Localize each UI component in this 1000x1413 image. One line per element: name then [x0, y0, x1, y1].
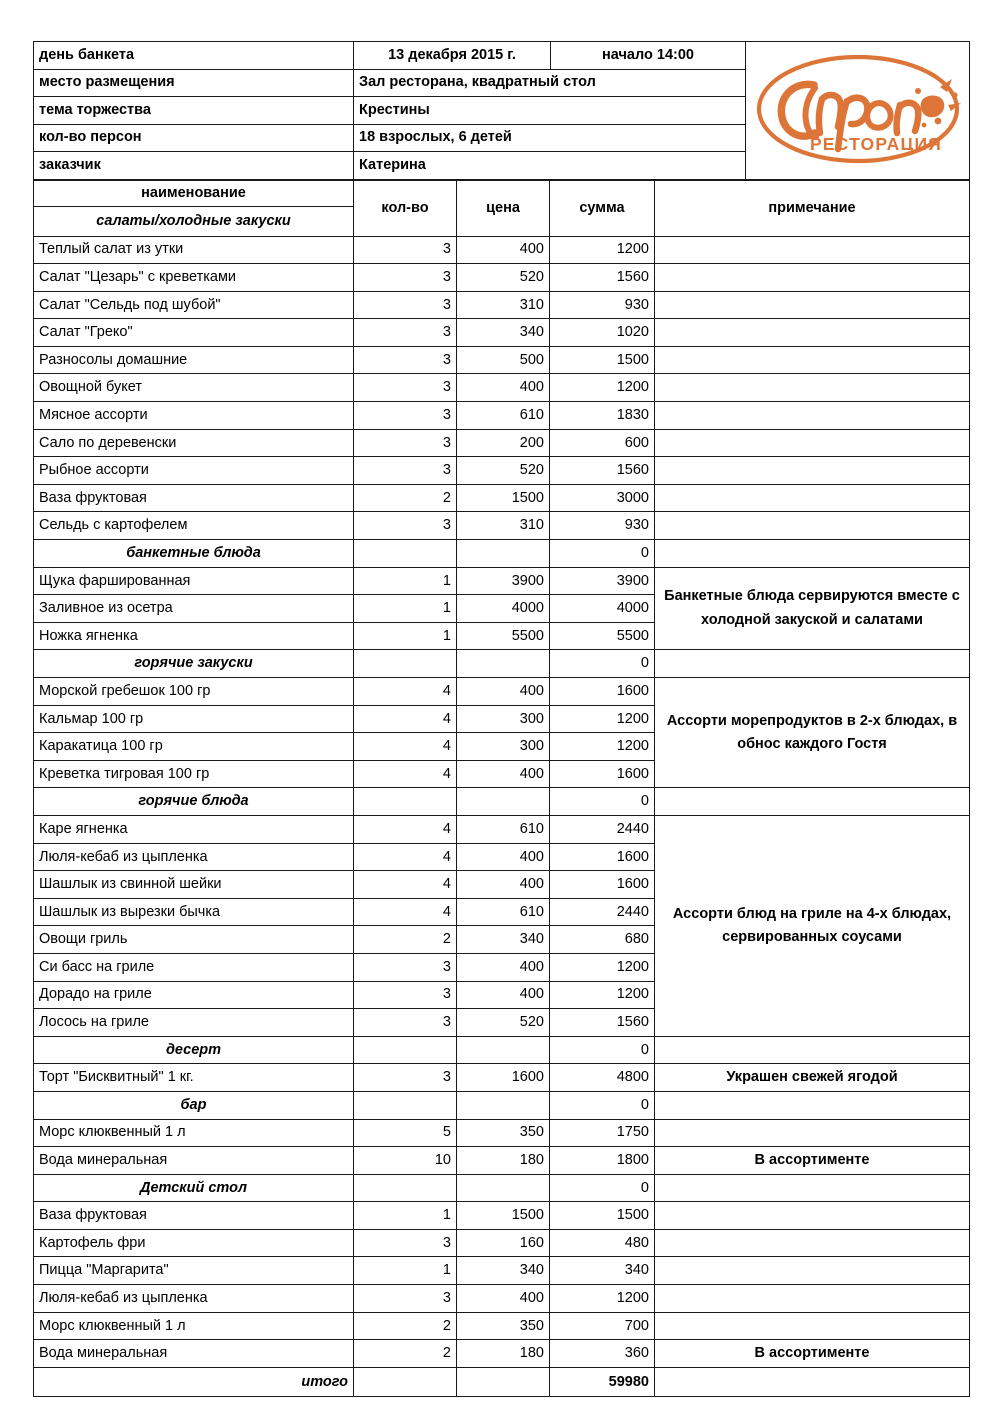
- item-qty: [354, 788, 457, 816]
- item-qty: 3: [354, 402, 457, 430]
- menu-header-row-title: [34, 180, 970, 206]
- banquet-header-table: [33, 41, 970, 180]
- menu-item-row: [34, 346, 970, 374]
- item-sum: 1560: [550, 264, 655, 292]
- item-qty: 4: [354, 760, 457, 788]
- item-sum: 1020: [550, 319, 655, 347]
- column-header-name-subtitle: салаты/холодные закуски: [34, 206, 354, 236]
- item-sum: 4800: [550, 1064, 655, 1092]
- item-price: [457, 1036, 550, 1064]
- item-note-empty: [655, 1119, 970, 1147]
- item-name: Морс клюквенный 1 л: [34, 1119, 354, 1147]
- item-price: 500: [457, 346, 550, 374]
- item-qty: 2: [354, 484, 457, 512]
- item-name: Шашлык из свинной шейки: [34, 871, 354, 899]
- item-qty: 1: [354, 622, 457, 650]
- item-name: Люля-кебаб из цыпленка: [34, 1285, 354, 1313]
- item-name: Рыбное ассорти: [34, 457, 354, 485]
- total-qty: [354, 1367, 457, 1396]
- item-sum: 1200: [550, 236, 655, 264]
- item-price: 1500: [457, 1202, 550, 1230]
- item-price: 160: [457, 1229, 550, 1257]
- item-price: 400: [457, 1285, 550, 1313]
- item-note-empty: [655, 319, 970, 347]
- item-qty: 3: [354, 457, 457, 485]
- item-price: [457, 1174, 550, 1202]
- total-label: итого: [34, 1367, 354, 1396]
- item-qty: 4: [354, 733, 457, 761]
- item-sum: 1600: [550, 760, 655, 788]
- restaurant-logo-cell: [746, 42, 970, 180]
- item-sum: 0: [550, 1174, 655, 1202]
- item-qty: 3: [354, 981, 457, 1009]
- header-label-customer: заказчик: [34, 152, 354, 180]
- item-price: 400: [457, 871, 550, 899]
- column-header-qty: кол-во: [354, 180, 457, 236]
- menu-section-row: [34, 1036, 970, 1064]
- item-price: 520: [457, 264, 550, 292]
- item-price: 300: [457, 733, 550, 761]
- item-name: Каре ягненка: [34, 815, 354, 843]
- item-name: Кальмар 100 гр: [34, 705, 354, 733]
- item-note: В ассортименте: [655, 1340, 970, 1368]
- item-note-empty: [655, 291, 970, 319]
- header-row-day: [34, 42, 970, 70]
- item-price: 310: [457, 512, 550, 540]
- item-sum: 0: [550, 1036, 655, 1064]
- menu-item-row: [34, 567, 970, 595]
- item-price: 340: [457, 1257, 550, 1285]
- item-note-empty: [655, 484, 970, 512]
- menu-item-row: [34, 512, 970, 540]
- item-qty: 1: [354, 1202, 457, 1230]
- section-title: горячие блюда: [34, 788, 354, 816]
- header-value-date: 13 декабря 2015 г.: [354, 42, 551, 70]
- item-qty: 4: [354, 678, 457, 706]
- item-note-empty: [655, 1202, 970, 1230]
- item-qty: 4: [354, 871, 457, 899]
- menu-item-row: [34, 264, 970, 292]
- item-price: 200: [457, 429, 550, 457]
- item-price: 300: [457, 705, 550, 733]
- item-sum: 1800: [550, 1147, 655, 1175]
- item-name: Щука фаршированная: [34, 567, 354, 595]
- item-name: Креветка тигровая 100 гр: [34, 760, 354, 788]
- menu-section-row: [34, 540, 970, 568]
- item-sum: 1560: [550, 1009, 655, 1037]
- item-sum: 1500: [550, 346, 655, 374]
- item-name: Ваза фруктовая: [34, 1202, 354, 1230]
- item-sum: 1200: [550, 374, 655, 402]
- item-qty: 5: [354, 1119, 457, 1147]
- item-sum: 1200: [550, 981, 655, 1009]
- item-qty: 1: [354, 1257, 457, 1285]
- item-note: Ассорти морепродуктов в 2-х блюдах, в обнос каждого Гостя: [655, 678, 970, 788]
- item-note-empty: [655, 429, 970, 457]
- item-note-empty: [655, 457, 970, 485]
- column-header-price: цена: [457, 180, 550, 236]
- header-label-theme: тема торжества: [34, 97, 354, 125]
- item-name: Сельдь с картофелем: [34, 512, 354, 540]
- item-price: 400: [457, 760, 550, 788]
- menu-section-row: [34, 1174, 970, 1202]
- item-note-empty: [655, 1257, 970, 1285]
- item-price: [457, 540, 550, 568]
- header-label-guests: кол-во персон: [34, 124, 354, 152]
- item-sum: 4000: [550, 595, 655, 623]
- section-title: десерт: [34, 1036, 354, 1064]
- item-qty: 4: [354, 843, 457, 871]
- section-title: банкетные блюда: [34, 540, 354, 568]
- section-title: Детский стол: [34, 1174, 354, 1202]
- item-name: Картофель фри: [34, 1229, 354, 1257]
- menu-item-row: [34, 1257, 970, 1285]
- menu-item-row: [34, 457, 970, 485]
- item-price: [457, 1091, 550, 1119]
- menu-section-row: [34, 788, 970, 816]
- item-note-empty: [655, 540, 970, 568]
- item-price: 180: [457, 1340, 550, 1368]
- total-row: [34, 1367, 970, 1396]
- item-note-empty: [655, 236, 970, 264]
- item-name: Сало по деревенски: [34, 429, 354, 457]
- item-qty: 2: [354, 926, 457, 954]
- item-qty: [354, 1174, 457, 1202]
- item-qty: 4: [354, 898, 457, 926]
- menu-item-row: [34, 236, 970, 264]
- item-name: Дорадо на гриле: [34, 981, 354, 1009]
- item-sum: 700: [550, 1312, 655, 1340]
- item-price: 610: [457, 815, 550, 843]
- item-qty: 3: [354, 1009, 457, 1037]
- item-note: Банкетные блюда сервируются вместе с холодной закуской и салатами: [655, 567, 970, 650]
- item-price: 3900: [457, 567, 550, 595]
- item-sum: 2440: [550, 815, 655, 843]
- item-qty: 2: [354, 1340, 457, 1368]
- item-note-empty: [655, 402, 970, 430]
- item-qty: 3: [354, 374, 457, 402]
- item-sum: 0: [550, 540, 655, 568]
- menu-item-row: [34, 815, 970, 843]
- item-price: 400: [457, 374, 550, 402]
- item-note-empty: [655, 346, 970, 374]
- item-sum: 340: [550, 1257, 655, 1285]
- menu-item-row: [34, 429, 970, 457]
- item-qty: [354, 1091, 457, 1119]
- header-value-theme: Крестины: [354, 97, 746, 125]
- item-note-empty: [655, 788, 970, 816]
- menu-item-row: [34, 402, 970, 430]
- item-name: Теплый салат из утки: [34, 236, 354, 264]
- item-note-empty: [655, 264, 970, 292]
- item-sum: 1600: [550, 678, 655, 706]
- header-value-customer: Катерина: [354, 152, 746, 180]
- menu-item-row: [34, 1285, 970, 1313]
- item-name: Пицца "Маргарита": [34, 1257, 354, 1285]
- menu-item-row: [34, 1119, 970, 1147]
- item-name: Шашлык из вырезки бычка: [34, 898, 354, 926]
- item-note: Украшен свежей ягодой: [655, 1064, 970, 1092]
- menu-item-row: [34, 1340, 970, 1368]
- item-price: [457, 788, 550, 816]
- item-sum: 1560: [550, 457, 655, 485]
- menu-item-row: [34, 678, 970, 706]
- item-sum: 5500: [550, 622, 655, 650]
- item-name: Салат "Цезарь" с креветками: [34, 264, 354, 292]
- item-price: 400: [457, 678, 550, 706]
- item-name: Разносолы домашние: [34, 346, 354, 374]
- item-price: 610: [457, 898, 550, 926]
- item-qty: 3: [354, 953, 457, 981]
- item-sum: 3900: [550, 567, 655, 595]
- section-title: горячие закуски: [34, 650, 354, 678]
- menu-item-row: [34, 291, 970, 319]
- restaurant-logo: [752, 47, 964, 173]
- item-name: Люля-кебаб из цыпленка: [34, 843, 354, 871]
- menu-item-row: [34, 1229, 970, 1257]
- header-label-place: место размещения: [34, 69, 354, 97]
- item-price: 400: [457, 843, 550, 871]
- item-sum: 360: [550, 1340, 655, 1368]
- item-qty: 3: [354, 512, 457, 540]
- item-price: [457, 650, 550, 678]
- item-qty: 4: [354, 815, 457, 843]
- menu-item-row: [34, 374, 970, 402]
- total-note: [655, 1367, 970, 1396]
- item-sum: 1500: [550, 1202, 655, 1230]
- item-sum: 2440: [550, 898, 655, 926]
- item-note: Ассорти блюд на гриле на 4-х блюдах, сервированных соусами: [655, 815, 970, 1036]
- item-qty: 3: [354, 236, 457, 264]
- item-sum: 1600: [550, 843, 655, 871]
- item-sum: 480: [550, 1229, 655, 1257]
- item-name: Салат "Сельдь под шубой": [34, 291, 354, 319]
- menu-section-row: [34, 1091, 970, 1119]
- item-sum: 1200: [550, 733, 655, 761]
- item-sum: 680: [550, 926, 655, 954]
- item-qty: 3: [354, 429, 457, 457]
- total-price: [457, 1367, 550, 1396]
- item-sum: 0: [550, 788, 655, 816]
- column-header-name-title: наименование: [34, 180, 354, 206]
- item-name: Вода минеральная: [34, 1147, 354, 1175]
- item-price: 1500: [457, 484, 550, 512]
- item-sum: 930: [550, 291, 655, 319]
- item-name: Торт "Бисквитный" 1 кг.: [34, 1064, 354, 1092]
- item-name: Морской гребешок 100 гр: [34, 678, 354, 706]
- header-label-day: день банкета: [34, 42, 354, 70]
- item-qty: 3: [354, 319, 457, 347]
- item-price: 520: [457, 457, 550, 485]
- item-name: Вода минеральная: [34, 1340, 354, 1368]
- item-qty: 3: [354, 1229, 457, 1257]
- item-qty: 1: [354, 567, 457, 595]
- item-price: 400: [457, 953, 550, 981]
- total-sum: 59980: [550, 1367, 655, 1396]
- item-price: 520: [457, 1009, 550, 1037]
- item-name: Овощной букет: [34, 374, 354, 402]
- item-qty: 3: [354, 264, 457, 292]
- item-note-empty: [655, 1091, 970, 1119]
- header-value-guests: 18 взрослых, 6 детей: [354, 124, 746, 152]
- item-name: Овощи гриль: [34, 926, 354, 954]
- item-note-empty: [655, 1312, 970, 1340]
- item-note-empty: [655, 1174, 970, 1202]
- item-qty: [354, 540, 457, 568]
- item-qty: 3: [354, 346, 457, 374]
- item-note-empty: [655, 650, 970, 678]
- item-note-empty: [655, 1285, 970, 1313]
- header-value-start-time: начало 14:00: [551, 42, 746, 70]
- item-note-empty: [655, 374, 970, 402]
- item-qty: 2: [354, 1312, 457, 1340]
- item-note-empty: [655, 512, 970, 540]
- item-sum: 3000: [550, 484, 655, 512]
- item-qty: 1: [354, 595, 457, 623]
- item-price: 1600: [457, 1064, 550, 1092]
- item-qty: [354, 650, 457, 678]
- banquet-order-sheet: [33, 41, 969, 1397]
- item-price: 4000: [457, 595, 550, 623]
- item-sum: 1200: [550, 1285, 655, 1313]
- item-price: 340: [457, 319, 550, 347]
- item-name: Ваза фруктовая: [34, 484, 354, 512]
- item-price: 5500: [457, 622, 550, 650]
- banquet-menu-table: [33, 180, 970, 1397]
- item-name: Си басс на гриле: [34, 953, 354, 981]
- item-sum: 1600: [550, 871, 655, 899]
- item-name: Ножка ягненка: [34, 622, 354, 650]
- item-price: 340: [457, 926, 550, 954]
- item-sum: 1830: [550, 402, 655, 430]
- menu-item-row: [34, 484, 970, 512]
- menu-item-row: [34, 319, 970, 347]
- menu-section-row: [34, 650, 970, 678]
- item-note: В ассортименте: [655, 1147, 970, 1175]
- item-price: 350: [457, 1119, 550, 1147]
- svg-text:РЕСТОРАЦИЯ: РЕСТОРАЦИЯ: [809, 134, 942, 155]
- item-note-empty: [655, 1229, 970, 1257]
- header-value-place: Зал ресторана, квадратный стол: [354, 69, 746, 97]
- item-sum: 1750: [550, 1119, 655, 1147]
- item-name: Заливное из осетра: [34, 595, 354, 623]
- menu-item-row: [34, 1202, 970, 1230]
- item-sum: 0: [550, 1091, 655, 1119]
- item-sum: 1200: [550, 953, 655, 981]
- item-qty: 3: [354, 1285, 457, 1313]
- item-name: Мясное ассорти: [34, 402, 354, 430]
- item-qty: 10: [354, 1147, 457, 1175]
- item-price: 180: [457, 1147, 550, 1175]
- item-price: 400: [457, 981, 550, 1009]
- item-sum: 930: [550, 512, 655, 540]
- item-price: 400: [457, 236, 550, 264]
- item-qty: [354, 1036, 457, 1064]
- item-name: Каракатица 100 гр: [34, 733, 354, 761]
- item-price: 350: [457, 1312, 550, 1340]
- column-header-sum: сумма: [550, 180, 655, 236]
- item-qty: 4: [354, 705, 457, 733]
- item-sum: 1200: [550, 705, 655, 733]
- column-header-note: примечание: [655, 180, 970, 236]
- item-name: Салат "Греко": [34, 319, 354, 347]
- item-name: Лосось на гриле: [34, 1009, 354, 1037]
- item-price: 310: [457, 291, 550, 319]
- item-price: 610: [457, 402, 550, 430]
- item-name: Морс клюквенный 1 л: [34, 1312, 354, 1340]
- menu-item-row: [34, 1312, 970, 1340]
- item-sum: 0: [550, 650, 655, 678]
- item-sum: 600: [550, 429, 655, 457]
- item-qty: 3: [354, 291, 457, 319]
- menu-item-row: [34, 1064, 970, 1092]
- item-qty: 3: [354, 1064, 457, 1092]
- section-title: бар: [34, 1091, 354, 1119]
- item-note-empty: [655, 1036, 970, 1064]
- menu-item-row: [34, 1147, 970, 1175]
